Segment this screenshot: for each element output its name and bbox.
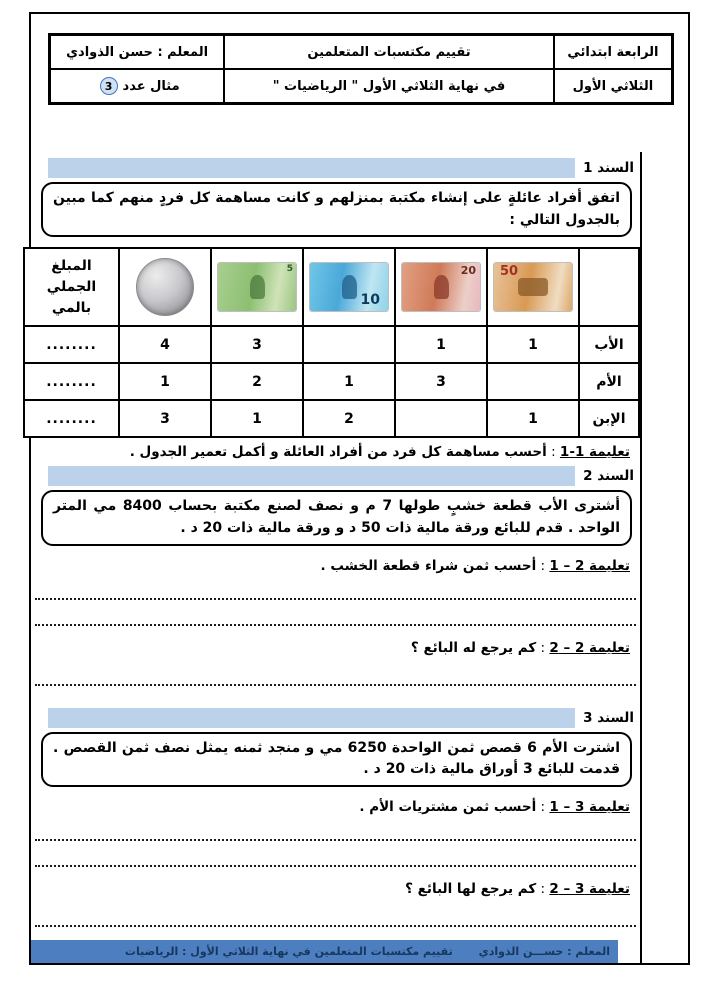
instruction-separator: : bbox=[536, 881, 550, 898]
example-count-badge: 3 bbox=[100, 77, 118, 95]
grade-cell: الرابعة ابتدائي bbox=[554, 35, 672, 69]
section3-statement: اشترت الأم 6 قصص ثمن الواحدة 6250 مي و منجد ثمنه يمثل نصف ثمن القصص . قدمت للبائع 3 أوراق مالية ذات 20 د . bbox=[53, 739, 620, 778]
instruction-separator: : bbox=[546, 444, 560, 461]
instruction-3-2 bbox=[39, 881, 630, 897]
section1-header bbox=[31, 158, 640, 178]
father-note50-count: 1 bbox=[487, 326, 579, 363]
mother-note5-count: 2 bbox=[211, 363, 303, 400]
banknote-5-cell bbox=[211, 248, 303, 326]
instruction-3-2-label: تعليمة 3 – 2 bbox=[549, 881, 630, 898]
section2-label: السند 2 bbox=[583, 468, 634, 485]
son-note50-count: 1 bbox=[487, 400, 579, 437]
instruction-1-1-label: تعليمة 1-1 bbox=[559, 444, 630, 461]
section2-statement-box bbox=[41, 490, 632, 545]
father-coin-count: 4 bbox=[119, 326, 211, 363]
header-table bbox=[48, 33, 674, 105]
instruction-3-1-label: تعليمة 3 – 1 bbox=[549, 799, 630, 816]
instruction-3-2-text: كم يرجع لها البائع ؟ bbox=[405, 881, 537, 898]
mother-coin-count: 1 bbox=[119, 363, 211, 400]
table-row-father bbox=[24, 326, 639, 363]
banknote-50-motif bbox=[518, 278, 548, 296]
section1-statement-box bbox=[41, 182, 632, 237]
section1-statement: اتفق أفراد عائلةٍ على إنشاء مكتبة بمنزلهم و كانت مساهمة كل فردٍ منهم كما مبين بالجدول التالي : bbox=[53, 190, 620, 228]
banknote-20-motif bbox=[434, 275, 449, 299]
footer-title: تقييم مكتسبات المتعلمين في نهاية الثلاثي الأول : الرياضيات bbox=[124, 945, 453, 958]
father-note5-count: 3 bbox=[211, 326, 303, 363]
banknote-50-icon bbox=[494, 263, 572, 311]
row-label: الأم bbox=[579, 363, 639, 400]
father-total-answer-cell: ........ bbox=[24, 326, 119, 363]
section3-header bbox=[31, 708, 640, 728]
assessment-title: تقييم مكتسبات المتعلمين bbox=[224, 35, 554, 69]
rowlabel-header-cell bbox=[579, 248, 639, 326]
father-note20-count: 1 bbox=[395, 326, 487, 363]
instruction-1-1-text: أحسب مساهمة كل فرد من أفراد العائلة و أكمل تعمير الجدول . bbox=[129, 444, 547, 461]
section2-statement: أشترى الأب قطعة خشبٍ طولها 7 م و نصف لصنع مكتبة بحساب 8400 مي المتر الواحد . قدم للبائع ورقة مالية ذات 50 د و ورقة مالية ذات 20 د . bbox=[53, 498, 621, 537]
answer-line bbox=[35, 829, 636, 841]
mother-note10-count: 1 bbox=[303, 363, 395, 400]
example-number-cell bbox=[50, 69, 224, 103]
banknote-10-number: 10 bbox=[360, 292, 380, 309]
banknote-20-cell bbox=[395, 248, 487, 326]
instruction-2-2-text: كم يرجع له البائع ؟ bbox=[410, 639, 537, 656]
banknote-10-icon bbox=[310, 263, 388, 311]
banknote-5-icon bbox=[218, 263, 296, 311]
instruction-1-1 bbox=[39, 444, 630, 460]
son-coin-count: 3 bbox=[119, 400, 211, 437]
table-row-son bbox=[24, 400, 639, 437]
section3-statement-box bbox=[41, 732, 632, 787]
row-label: الإبن bbox=[579, 400, 639, 437]
instruction-3-1-text: أحسب ثمن مشتريات الأم . bbox=[359, 799, 537, 816]
footer-bar bbox=[31, 940, 618, 963]
banknote-50-cell bbox=[487, 248, 579, 326]
answer-line bbox=[35, 614, 636, 626]
example-label: مثال عدد bbox=[122, 78, 180, 94]
teacher-name: المعلم : حسن الذوادي bbox=[50, 35, 224, 69]
assessment-subtitle: في نهاية الثلاثي الأول " الرياضيات " bbox=[224, 69, 554, 103]
answer-line bbox=[35, 674, 636, 686]
content-area bbox=[31, 152, 642, 965]
answer-line bbox=[35, 855, 636, 867]
son-note10-count: 2 bbox=[303, 400, 395, 437]
mother-note20-count: 3 bbox=[395, 363, 487, 400]
instruction-2-1 bbox=[39, 558, 630, 574]
mother-note50-shaded-cell bbox=[487, 363, 579, 400]
row-label: الأب bbox=[579, 326, 639, 363]
instruction-2-1-label: تعليمة 2 – 1 bbox=[549, 557, 630, 574]
table-row-mother bbox=[24, 363, 639, 400]
banknote-5-number: 5 bbox=[286, 264, 293, 275]
contributions-table bbox=[23, 247, 640, 438]
banknote-5-motif bbox=[250, 275, 265, 299]
instruction-separator: : bbox=[536, 799, 550, 816]
section2-header bbox=[31, 466, 640, 486]
banknote-10-motif bbox=[342, 275, 357, 299]
banknote-20-number: 20 bbox=[460, 264, 476, 278]
banknote-50-number: 50 bbox=[500, 264, 519, 280]
section1-label: السند 1 bbox=[583, 160, 634, 176]
son-note20-shaded-cell bbox=[395, 400, 487, 437]
answer-line bbox=[35, 915, 636, 927]
money-header-row bbox=[24, 248, 639, 326]
mother-total-answer-cell: ........ bbox=[24, 363, 119, 400]
instruction-2-2-label: تعليمة 2 – 2 bbox=[549, 639, 630, 656]
son-note5-count: 1 bbox=[211, 400, 303, 437]
banknote-20-icon bbox=[402, 263, 480, 311]
instruction-2-2 bbox=[39, 640, 630, 656]
page-border-frame bbox=[29, 12, 690, 965]
answer-line bbox=[35, 588, 636, 600]
section3-label: السند 3 bbox=[583, 709, 634, 726]
footer-teacher: المعلم : حســـن الذوادي bbox=[478, 945, 610, 958]
instruction-separator: : bbox=[536, 639, 550, 656]
section3-bar bbox=[48, 708, 575, 728]
instruction-3-1 bbox=[39, 799, 630, 815]
banknote-10-cell bbox=[303, 248, 395, 326]
instruction-separator: : bbox=[536, 557, 550, 574]
section1-bar bbox=[48, 158, 575, 178]
coin-cell bbox=[119, 248, 211, 326]
father-note10-shaded-cell bbox=[303, 326, 395, 363]
coin-icon bbox=[136, 258, 194, 316]
term-cell: الثلاثي الأول bbox=[554, 69, 672, 103]
total-amount-header: المبلغ الجملي بالمي bbox=[24, 248, 119, 326]
son-total-answer-cell: ........ bbox=[24, 400, 119, 437]
instruction-2-1-text: أحسب ثمن شراء قطعة الخشب . bbox=[320, 557, 537, 574]
section2-bar bbox=[48, 466, 575, 486]
